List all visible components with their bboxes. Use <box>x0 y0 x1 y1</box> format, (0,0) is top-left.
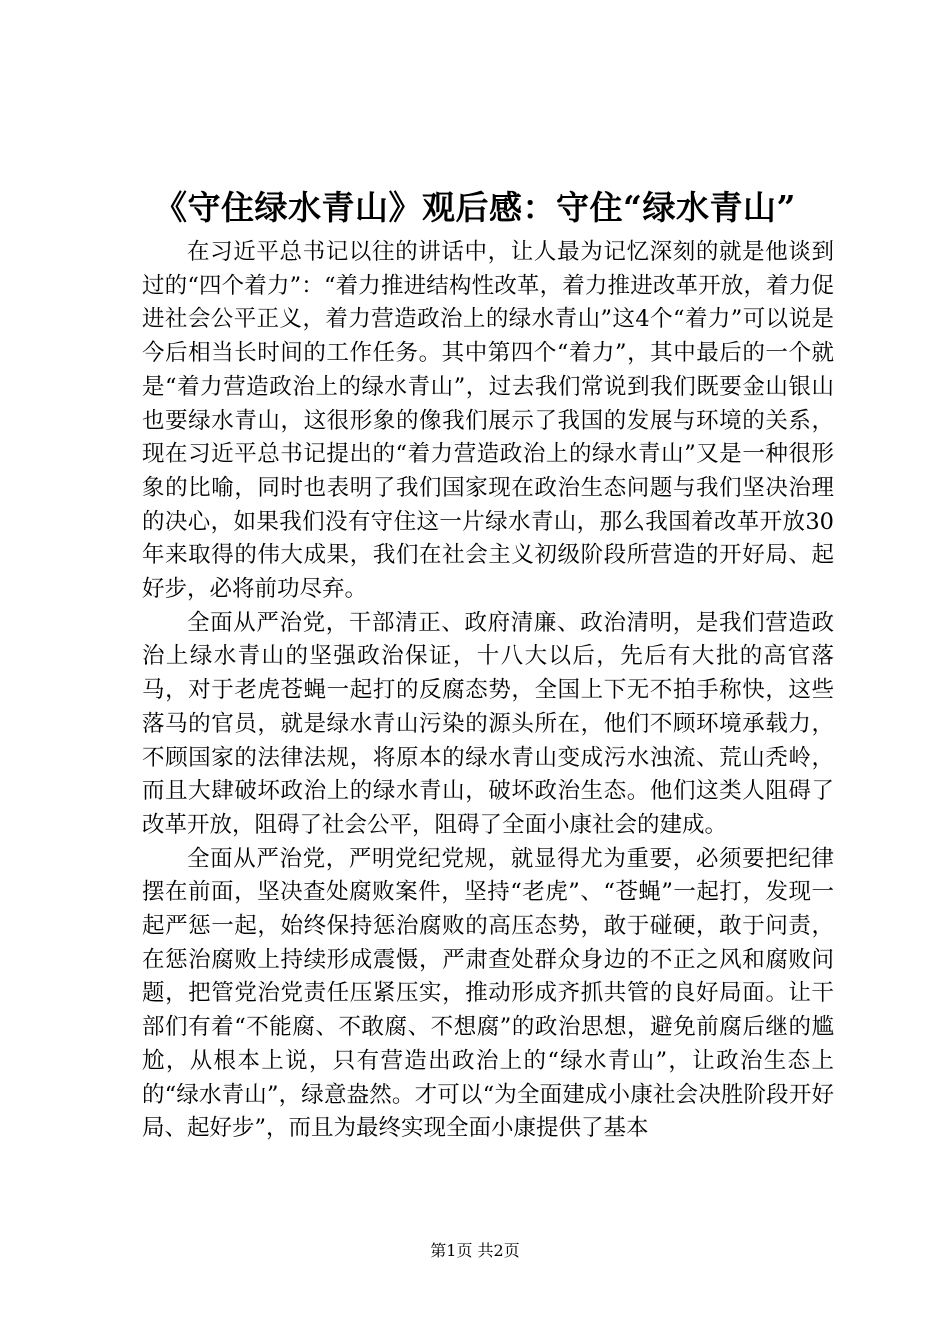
document-title: 《守住绿水青山》观后感：守住“绿水青山” <box>154 188 796 227</box>
document-body <box>142 236 834 1146</box>
paragraph-2: 全面从严治党，干部清正、政府清廉、政治清明，是我们营造政治上绿水青山的坚强政治保证，十八大以后，先后有大批的高官落马，对于老虎苍蝇一起打的反腐态势，全国上下无不拍手称快，这些落马的官员，就是绿水青山污染的源头所在，他们不顾环境承载力，不顾国家的法律法规，将原本的绿水青山变成污水浊流、荒山秃岭，而且大肆破坏政治上的绿水青山，破坏政治生态。他们这类人阻碍了改革开放，阻碍了社会公平，阻碍了全面小康社会的建成。 <box>142 609 834 838</box>
paragraph-3: 全面从严治党，严明党纪党规，就显得尤为重要，必须要把纪律摆在前面，坚决查处腐败案件，坚持“老虎”、“苍蝇”一起打，发现一起严惩一起，始终保持惩治腐败的高压态势，敢于碰硬，敢于问责，在惩治腐败上持续形成震慑，严肃查处群众身边的不正之风和腐败问题，把管党治党责任压紧压实，推动形成齐抓共管的良好局面。让干部们有着“不能腐、不敢腐、不想腐”的政治思想，避免前腐后继的尴尬，从根本上说，只有营造出政治上的“绿水青山”，让政治生态上的“绿水青山”，绿意盎然。才可以“为全面建成小康社会决胜阶段开好局、起好步”，而且为最终实现全面小康提供了基本 <box>142 845 834 1142</box>
paragraph-1: 在习近平总书记以往的讲话中，让人最为记忆深刻的就是他谈到过的“四个着力”：“着力推进结构性改革，着力推进改革开放，着力促进社会公平正义，着力营造政治上的绿水青山”这4个“着力”可以说是今后相当长时间的工作任务。其中第四个“着力”，其中最后的一个就是“着力营造政治上的绿水青山”，过去我们常说到我们既要金山银山也要绿水青山，这很形象的像我们展示了我国的发展与环境的关系，现在习近平总书记提出的“着力营造政治上的绿水青山”又是一种很形象的比喻，同时也表明了我们国家现在政治生态问题与我们坚决治理的决心，如果我们没有守住这一片绿水青山，那么我国着改革开放30年来取得的伟大成果，我们在社会主义初级阶段所营造的开好局、起好步，必将前功尽弃。 <box>142 239 834 603</box>
page-indicator: 第1页 共2页 <box>430 1241 520 1260</box>
